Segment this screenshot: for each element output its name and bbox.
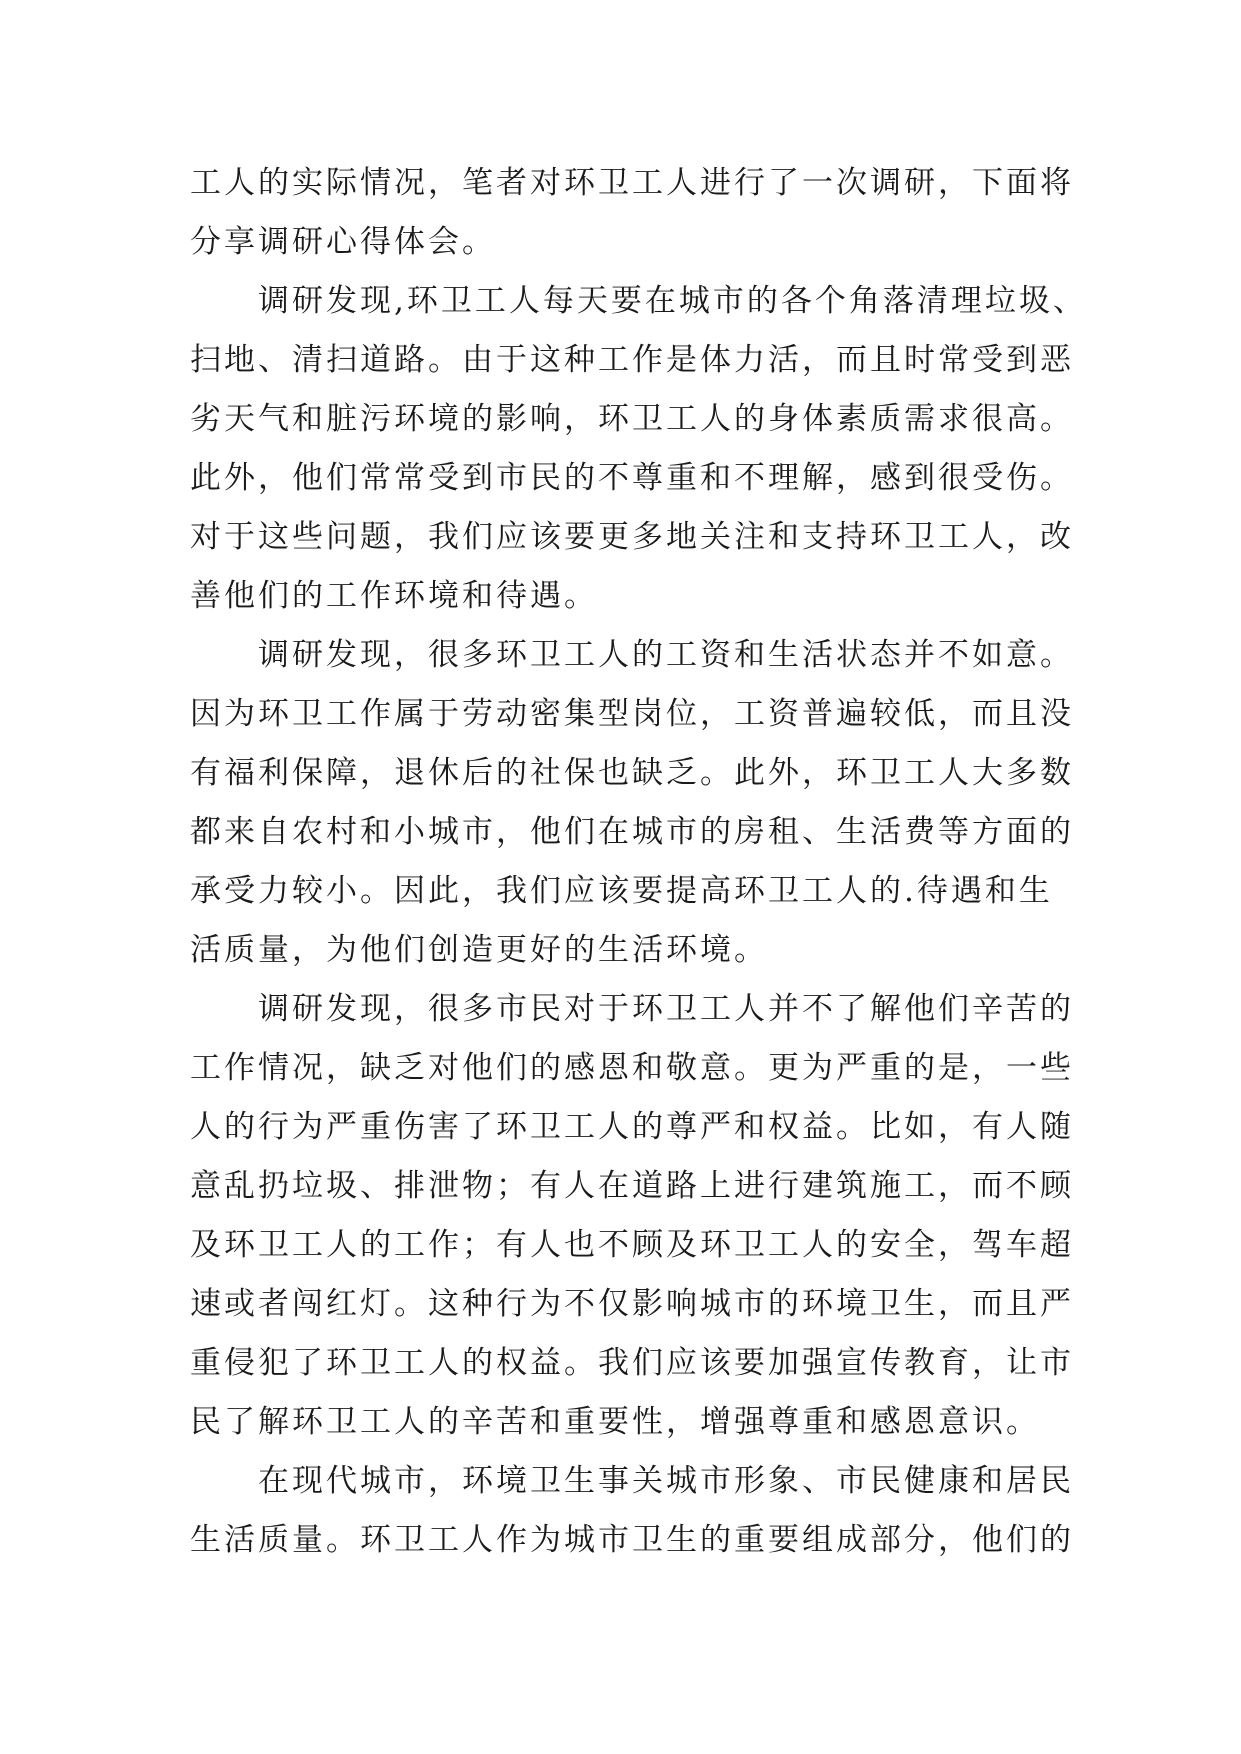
text-line: 及环卫工人的工作；有人也不顾及环卫工人的安全，驾车超 xyxy=(190,1227,1074,1263)
document-body xyxy=(190,154,1090,1570)
text-line: 调研发现，很多环卫工人的工资和生活状态并不如意。 xyxy=(190,637,1074,673)
text-line: 生活质量。环卫工人作为城市卫生的重要组成部分，他们的 xyxy=(190,1522,1074,1558)
text-line: 劣天气和脏污环境的影响，环卫工人的身体素质需求很高。 xyxy=(190,401,1074,437)
text-line: 意乱扔垃圾、排泄物；有人在道路上进行建筑施工，而不顾 xyxy=(190,1168,1074,1204)
text-line: 都来自农村和小城市，他们在城市的房租、生活费等方面的 xyxy=(190,814,1074,850)
text-line: 速或者闯红灯。这种行为不仅影响城市的环境卫生，而且严 xyxy=(190,1286,1074,1322)
text-line: 活质量，为他们创造更好的生活环境。 xyxy=(190,932,768,968)
text-line: 此外，他们常常受到市民的不尊重和不理解，感到很受伤。 xyxy=(190,460,1074,496)
text-line: 调研发现,环卫工人每天要在城市的各个角落清理垃圾、 xyxy=(190,283,1087,319)
text-line: 承受力较小。因此，我们应该要提高环卫工人的.待遇和生 xyxy=(190,873,1053,909)
paragraph xyxy=(190,1452,1090,1570)
text-line: 分享调研心得体会。 xyxy=(190,224,496,260)
paragraph xyxy=(190,626,1090,980)
text-line: 有福利保障，退休后的社保也缺乏。此外，环卫工人大多数 xyxy=(190,755,1074,791)
text-line: 因为环卫工作属于劳动密集型岗位，工资普遍较低，而且没 xyxy=(190,696,1074,732)
paragraph xyxy=(190,272,1090,626)
text-line: 对于这些问题，我们应该要更多地关注和支持环卫工人，改 xyxy=(190,519,1074,555)
text-line: 工人的实际情况，笔者对环卫工人进行了一次调研，下面将 xyxy=(190,165,1074,201)
paragraph xyxy=(190,154,1090,272)
text-line: 扫地、清扫道路。由于这种工作是体力活，而且时常受到恶 xyxy=(190,342,1074,378)
text-line: 民了解环卫工人的辛苦和重要性，增强尊重和感恩意识。 xyxy=(190,1404,1040,1440)
text-line: 人的行为严重伤害了环卫工人的尊严和权益。比如，有人随 xyxy=(190,1109,1074,1145)
text-line: 重侵犯了环卫工人的权益。我们应该要加强宣传教育，让市 xyxy=(190,1345,1074,1381)
paragraph xyxy=(190,980,1090,1452)
text-line: 在现代城市，环境卫生事关城市形象、市民健康和居民 xyxy=(190,1463,1074,1499)
text-line: 调研发现，很多市民对于环卫工人并不了解他们辛苦的 xyxy=(190,991,1074,1027)
text-line: 善他们的工作环境和待遇。 xyxy=(190,578,598,614)
text-line: 工作情况，缺乏对他们的感恩和敬意。更为严重的是，一些 xyxy=(190,1050,1074,1086)
